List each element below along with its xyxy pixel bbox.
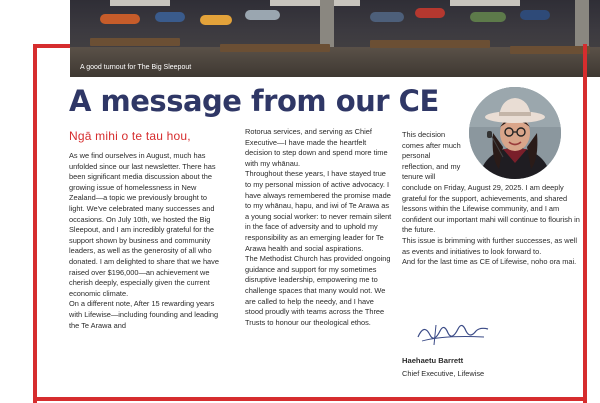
bench (220, 44, 330, 52)
paragraph: Throughout these years, I have stayed true to my personal mission of active advocacy. I have always remembered the promise made to my whānau, hapu, and iwi of Te Arawa as a young social worker: to never remain silent in the face of adversity and to uphold my responsibility as an emerging leader for Te Arawa health and social aspirations. (245, 169, 392, 253)
sleeping-bag (370, 12, 404, 22)
article-column-1 (69, 151, 221, 331)
frame-border-left (33, 44, 37, 403)
sleeping-bag (470, 12, 506, 22)
ceiling-light (450, 0, 520, 6)
ce-portrait (469, 87, 561, 179)
article-column-2 (245, 127, 392, 328)
sleeping-bag (245, 10, 280, 20)
paragraph: Rotorua services, and serving as Chief Executive—I have made the heartfelt decision to step down and spend more time with my whānau. (245, 127, 388, 168)
paragraph: As we find ourselves in August, much has unfolded since our last newsletter. There has been significant media discussion about the growing issue of homelessness in New Zealand—a topic we previously brought to light. We've celebrated many successes and occasions. On July 10th, we hosted the Big Sleepout, and I am incredibly grateful for the support shown by business and community leaders, as well as the generosity of all who donated. I am delighted to share that we have raised over $196,000—an achievement we cherish deeply, especially given the current economic climate. (69, 151, 219, 298)
frame-border-bottom (33, 397, 587, 401)
paragraph: On a different note, After 15 rewarding years with Lifewise—including founding and leading the Te Arawa and (69, 299, 219, 330)
bench (370, 40, 490, 48)
signatory-name: Haehaetu Barrett (402, 356, 464, 365)
ceiling-light (270, 0, 360, 6)
bench (510, 46, 590, 54)
frame-border-right (583, 44, 600, 403)
sleeping-bag (415, 8, 445, 18)
ceiling-light (110, 0, 170, 6)
bench (90, 38, 180, 46)
greeting: Ngā mihi o te tau hou, (69, 129, 191, 143)
frame-border-top (33, 44, 70, 48)
paragraph: This decision comes after much personal reflection, and my tenure will (402, 130, 461, 182)
page-title: A message from our CE (69, 84, 439, 118)
paragraph: And for the last time as CE of Lifewise, noho ora mai. (402, 257, 577, 267)
sleeping-bag (155, 12, 185, 22)
paragraph: This issue is brimming with further successes, as well as events and initiatives to look forward to. (402, 235, 577, 256)
signatory-role: Chief Executive, Lifewise (402, 369, 485, 378)
paragraph: The Methodist Church has provided ongoing guidance and support for my sometimes disruptive leadership, empowering me to challenge spaces that many would not. We are called to help the needy, and I have stood proudly with teams across the Three Trusts to honour our theological ethos. (245, 254, 391, 327)
paragraph: conclude on Friday, August 29, 2025. I am deeply grateful for the support, achievements, and shared lessons within the Lifewise community, and I am confident our important mahi will continue to flourish in the future. (402, 182, 580, 235)
signature (414, 317, 494, 349)
sleeping-bag (520, 10, 550, 20)
photo-caption: A good turnout for The Big Sleepout (80, 64, 192, 71)
sleeping-bag (100, 14, 140, 24)
sleeping-bag (200, 15, 232, 25)
